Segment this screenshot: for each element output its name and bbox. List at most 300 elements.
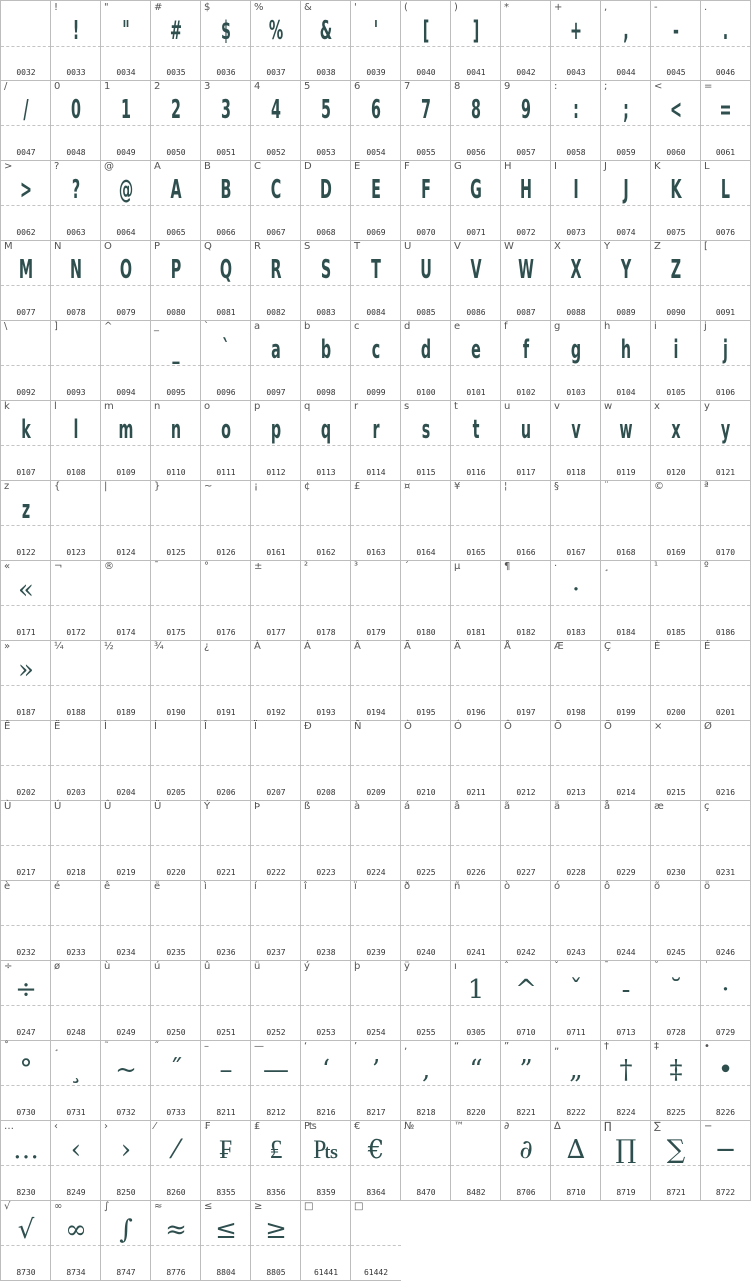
glyph-sample <box>601 890 651 930</box>
cell-character-label: ä <box>554 801 561 812</box>
cell-character-label: Þ <box>254 801 261 812</box>
char-code: 0107 <box>16 468 36 477</box>
glyph-cell <box>650 1120 701 1201</box>
cell-character-label: ¿ <box>204 641 210 652</box>
char-code: 0083 <box>316 308 336 317</box>
glyph-cell <box>600 560 651 641</box>
glyph-cell <box>0 640 51 721</box>
glyph-cell <box>200 560 251 641</box>
glyph-sample <box>201 730 251 770</box>
glyph-cell <box>600 240 651 321</box>
glyph-cell <box>550 80 601 161</box>
glyph-sample <box>151 730 201 770</box>
cell-character-label: L <box>704 161 710 172</box>
char-code: 0097 <box>266 388 286 397</box>
glyph-sample <box>62 330 90 370</box>
char-code: 0120 <box>666 468 686 477</box>
glyph-sample: M <box>18 255 34 285</box>
char-code: 0241 <box>466 948 486 957</box>
cell-character-label: ½ <box>104 641 114 652</box>
char-code: 0164 <box>416 548 436 557</box>
glyph-sample: a <box>271 335 281 365</box>
char-code: 0113 <box>316 468 336 477</box>
cell-character-label: ã <box>504 801 511 812</box>
glyph-sample <box>251 650 301 690</box>
cell-character-label: 5 <box>304 81 311 92</box>
char-code: 0077 <box>16 308 36 317</box>
glyph-sample <box>351 570 401 610</box>
glyph-cell <box>450 80 501 161</box>
char-code: 0082 <box>266 308 286 317</box>
glyph-cell <box>100 1120 151 1201</box>
glyph-sample <box>101 890 151 930</box>
glyph-cell <box>100 400 151 481</box>
glyph-cell <box>300 1120 351 1201</box>
glyph-sample <box>351 650 401 690</box>
cell-character-label: m <box>104 401 114 412</box>
glyph-cell <box>50 320 101 401</box>
glyph-cell <box>500 720 551 801</box>
glyph-sample <box>351 890 401 930</box>
char-code: 0060 <box>666 148 686 157</box>
char-code: 0225 <box>416 868 436 877</box>
char-code: 0221 <box>216 868 236 877</box>
glyph-sample: ≈ <box>165 1215 187 1245</box>
glyph-sample: ? <box>71 175 81 205</box>
char-code: 0168 <box>616 548 636 557</box>
cell-character-label: Á <box>304 641 311 652</box>
char-code: 0710 <box>516 1028 536 1037</box>
glyph-cell <box>400 480 451 561</box>
char-code: 0171 <box>16 628 36 637</box>
char-code: 0172 <box>66 628 86 637</box>
glyph-cell <box>50 800 101 881</box>
char-code: 0194 <box>366 708 386 717</box>
cell-character-label: • <box>704 1041 710 1052</box>
char-code: 8805 <box>266 1268 286 1277</box>
glyph-cell <box>400 880 451 961</box>
glyph-cell <box>50 640 101 721</box>
char-code: 8220 <box>466 1108 486 1117</box>
cell-character-label: ” <box>504 1041 510 1052</box>
glyph-sample <box>1 11 51 51</box>
glyph-cell <box>350 240 401 321</box>
glyph-cell <box>250 800 301 881</box>
cell-character-label: é <box>54 881 61 892</box>
cell-character-label: ( <box>404 2 408 13</box>
glyph-cell <box>300 80 351 161</box>
cell-character-label: ≥ <box>254 1201 263 1212</box>
char-code: 0234 <box>116 948 136 957</box>
char-code: 0222 <box>266 868 286 877</box>
glyph-cell <box>150 240 201 321</box>
glyph-cell <box>450 880 501 961</box>
glyph-sample: ' <box>373 16 379 46</box>
glyph-sample <box>301 730 351 770</box>
cell-character-label: Ä <box>454 641 461 652</box>
cell-character-label: } <box>154 481 161 492</box>
glyph-cell <box>450 560 501 641</box>
char-code: 0076 <box>715 228 736 237</box>
glyph-cell <box>150 720 201 801</box>
glyph-cell <box>500 160 551 241</box>
glyph-sample <box>401 490 451 530</box>
glyph-sample: 8 <box>471 95 481 125</box>
glyph-cell <box>400 240 451 321</box>
cell-character-label: Ë <box>54 721 61 732</box>
glyph-sample <box>501 890 551 930</box>
glyph-sample <box>651 730 701 770</box>
cell-character-label: ₣ <box>204 1121 211 1132</box>
glyph-sample: p <box>270 415 282 445</box>
glyph-sample: Q <box>219 255 233 285</box>
cell-character-label: v <box>554 401 560 412</box>
char-code: 0232 <box>16 948 36 957</box>
glyph-cell <box>300 640 351 721</box>
glyph-sample <box>351 730 401 770</box>
char-code: 0096 <box>216 388 236 397</box>
char-code: 0073 <box>566 228 586 237</box>
glyph-sample: v <box>571 415 581 445</box>
char-code: 0730 <box>16 1108 36 1117</box>
cell-character-label: † <box>604 1041 609 1052</box>
char-code: 0174 <box>116 628 136 637</box>
glyph-cell <box>700 320 751 401</box>
glyph-cell <box>500 880 551 961</box>
glyph-sample: J <box>623 175 629 205</box>
glyph-sample <box>451 890 501 930</box>
glyph-cell <box>50 1200 101 1281</box>
glyph-sample: o <box>221 415 231 445</box>
cell-character-label: Ô <box>504 721 512 732</box>
glyph-sample: ∞ <box>65 1215 87 1245</box>
glyph-cell <box>0 1200 51 1281</box>
glyph-cell <box>100 1200 151 1281</box>
char-code: 0071 <box>466 228 486 237</box>
cell-character-label: f <box>504 321 508 332</box>
char-code: 0255 <box>416 1028 436 1037</box>
glyph-sample: 3 <box>221 95 231 125</box>
glyph-cell <box>450 800 501 881</box>
cell-character-label: ¯ <box>154 561 159 572</box>
cell-character-label: È <box>654 641 661 652</box>
glyph-cell <box>400 800 451 881</box>
glyph-cell <box>700 400 751 481</box>
cell-character-label: à <box>354 801 361 812</box>
glyph-sample <box>451 650 501 690</box>
glyph-cell <box>250 400 301 481</box>
glyph-cell <box>200 1120 251 1201</box>
glyph-cell <box>350 960 401 1041</box>
glyph-cell <box>500 400 551 481</box>
char-code: 0180 <box>416 628 436 637</box>
cell-character-label: − <box>704 1121 713 1132</box>
glyph-cell <box>400 320 451 401</box>
char-code: 0233 <box>66 948 86 957</box>
char-code: 8364 <box>366 1188 386 1197</box>
glyph-cell <box>200 1200 251 1281</box>
cell-character-label: © <box>654 481 664 492</box>
glyph-sample: [ <box>422 16 430 46</box>
glyph-sample: “ <box>469 1055 483 1085</box>
char-code: 0059 <box>616 148 636 157</box>
char-code: 0104 <box>616 388 636 397</box>
cell-character-label: 0 <box>54 81 61 92</box>
glyph-cell <box>600 80 651 161</box>
glyph-cell <box>550 240 601 321</box>
char-code: 0186 <box>715 628 736 637</box>
glyph-sample: ₤ <box>269 1135 283 1165</box>
cell-character-label: X <box>554 241 561 252</box>
glyph-sample <box>1 890 51 930</box>
char-code: 0202 <box>16 788 36 797</box>
cell-character-label: ı <box>454 961 457 972</box>
glyph-cell <box>50 480 101 561</box>
glyph-sample <box>301 1210 351 1250</box>
glyph-sample <box>212 490 240 530</box>
glyph-cell <box>150 1120 201 1201</box>
glyph-cell <box>550 960 601 1041</box>
char-code: 0251 <box>216 1028 236 1037</box>
glyph-cell <box>300 0 351 81</box>
char-code: 8721 <box>666 1188 686 1197</box>
cell-character-label: ß <box>304 801 311 812</box>
glyph-cell <box>100 1040 151 1121</box>
cell-character-label: ! <box>54 2 59 13</box>
glyph-sample <box>601 570 651 610</box>
cell-character-label: ° <box>204 561 209 572</box>
glyph-sample <box>601 730 651 770</box>
char-code: 0182 <box>516 628 536 637</box>
cell-character-label: e <box>454 321 461 332</box>
glyph-cell <box>0 1120 51 1201</box>
char-code: 0161 <box>266 548 286 557</box>
cell-character-label: □ <box>354 1201 364 1212</box>
cell-character-label: @ <box>104 161 114 172</box>
char-code: 0100 <box>416 388 436 397</box>
glyph-sample: c <box>371 335 381 365</box>
glyph-sample: , <box>623 16 629 46</box>
glyph-sample <box>301 810 351 850</box>
char-code: 0237 <box>266 948 286 957</box>
cell-character-label: g <box>554 321 561 332</box>
char-code: 0713 <box>616 1028 636 1037</box>
cell-character-label: · <box>554 561 558 572</box>
cell-character-label: F <box>404 161 410 172</box>
cell-character-label: Â <box>354 641 361 652</box>
cell-character-label: – <box>204 1041 209 1052</box>
glyph-cell <box>400 640 451 721</box>
cell-character-label: " <box>104 2 109 13</box>
glyph-cell <box>600 400 651 481</box>
char-code: 0170 <box>715 548 736 557</box>
cell-character-label: Ç <box>604 641 611 652</box>
char-code: 0053 <box>316 148 336 157</box>
glyph-cell <box>550 560 601 641</box>
glyph-sample <box>601 490 651 530</box>
cell-character-label: î <box>304 881 307 892</box>
glyph-cell <box>650 960 701 1041</box>
glyph-cell <box>300 240 351 321</box>
char-code: 0084 <box>366 308 386 317</box>
glyph-sample: i <box>673 335 679 365</box>
char-code: 0242 <box>516 948 536 957</box>
glyph-sample: ° <box>19 1055 33 1085</box>
glyph-cell <box>700 240 751 321</box>
cell-character-label: E <box>354 161 361 172</box>
glyph-sample: _ <box>172 335 180 365</box>
char-code: 0043 <box>566 68 586 77</box>
cell-character-label: j <box>704 321 707 332</box>
glyph-cell <box>100 480 151 561</box>
cell-character-label: a <box>254 321 261 332</box>
glyph-sample: ” <box>519 1055 533 1085</box>
cell-character-label: § <box>554 481 559 492</box>
glyph-sample: 6 <box>371 95 381 125</box>
char-code: 0086 <box>466 308 486 317</box>
glyph-cell <box>250 240 301 321</box>
cell-character-label: A <box>154 161 161 172</box>
cell-character-label: … <box>4 1121 14 1132</box>
glyph-cell <box>250 1120 301 1201</box>
char-code: 0176 <box>216 628 236 637</box>
glyph-cell <box>500 960 551 1041</box>
glyph-sample <box>712 250 739 290</box>
glyph-sample <box>1 730 51 770</box>
cell-character-label: × <box>654 721 663 732</box>
cell-character-label: õ <box>654 881 661 892</box>
glyph-sample: S <box>320 255 332 285</box>
char-code: 0075 <box>666 228 686 237</box>
cell-character-label: Î <box>204 721 207 732</box>
glyph-sample: : <box>573 95 579 125</box>
cell-character-label: J <box>604 161 607 172</box>
glyph-cell <box>50 0 101 81</box>
cell-character-label: Û <box>104 801 112 812</box>
char-code: 8216 <box>316 1108 336 1117</box>
cell-character-label: ∏ <box>604 1121 612 1132</box>
glyph-sample: ‘ <box>321 1055 331 1085</box>
glyph-cell <box>0 80 51 161</box>
glyph-sample <box>651 650 701 690</box>
glyph-sample: • <box>717 1055 734 1085</box>
glyph-sample <box>51 970 101 1010</box>
char-code: 0231 <box>715 868 736 877</box>
cell-character-label: ¬ <box>54 561 63 572</box>
glyph-sample: … <box>13 1135 39 1165</box>
char-code: 0240 <box>416 948 436 957</box>
glyph-cell <box>700 480 751 561</box>
glyph-sample <box>62 490 90 530</box>
glyph-cell <box>350 880 401 961</box>
cell-character-label: √ <box>4 1201 11 1212</box>
char-code: 8710 <box>566 1188 586 1197</box>
glyph-cell <box>550 720 601 801</box>
cell-character-label: » <box>4 641 11 652</box>
glyph-sample: · <box>721 975 730 1005</box>
char-code: 8719 <box>616 1188 636 1197</box>
char-code: 0063 <box>66 228 86 237</box>
glyph-sample <box>112 330 140 370</box>
glyph-sample: l <box>73 415 79 445</box>
glyph-cell <box>100 320 151 401</box>
char-code: 0243 <box>566 948 586 957</box>
cell-character-label: ∆ <box>554 1121 561 1132</box>
char-code: 0089 <box>616 308 636 317</box>
glyph-cell <box>650 80 701 161</box>
glyph-sample: 9 <box>521 95 531 125</box>
cell-character-label: µ <box>454 561 461 572</box>
cell-character-label: “ <box>454 1041 460 1052</box>
glyph-cell <box>500 800 551 881</box>
char-code: 0051 <box>216 148 236 157</box>
glyph-cell <box>650 240 701 321</box>
glyph-sample: Y <box>620 255 632 285</box>
glyph-sample: ÷ <box>15 975 37 1005</box>
char-code: 0187 <box>16 708 36 717</box>
glyph-cell <box>200 880 251 961</box>
cell-character-label: 2 <box>154 81 161 92</box>
char-code: 0070 <box>416 228 436 237</box>
glyph-cell <box>150 880 201 961</box>
char-code: 0238 <box>316 948 336 957</box>
char-code: 0181 <box>466 628 486 637</box>
cell-character-label: ~ <box>204 481 213 492</box>
glyph-sample: q <box>320 415 332 445</box>
cell-character-label: № <box>404 1121 415 1132</box>
char-code: 8222 <box>566 1108 586 1117</box>
glyph-cell <box>0 480 51 561</box>
char-code: 0223 <box>316 868 336 877</box>
glyph-sample <box>251 730 301 770</box>
glyph-cell <box>200 720 251 801</box>
char-code: 0184 <box>616 628 636 637</box>
char-code: 0061 <box>715 148 736 157</box>
glyph-cell <box>350 640 401 721</box>
cell-character-label: H <box>504 161 512 172</box>
cell-character-label: ù <box>104 961 111 972</box>
cell-character-label: U <box>404 241 412 252</box>
char-code: 0079 <box>116 308 136 317</box>
glyph-sample <box>501 490 551 530</box>
glyph-sample: k <box>21 415 31 445</box>
char-code: 0046 <box>715 68 736 77</box>
char-code: 0193 <box>316 708 336 717</box>
glyph-cell <box>450 480 501 561</box>
glyph-cell <box>100 880 151 961</box>
char-code: 0088 <box>566 308 586 317</box>
cell-character-label: T <box>354 241 361 252</box>
glyph-sample <box>512 11 540 51</box>
glyph-sample: ‡ <box>669 1055 683 1085</box>
glyph-cell <box>50 720 101 801</box>
cell-character-label: ¥ <box>454 481 461 492</box>
glyph-cell <box>400 160 451 241</box>
cell-character-label: ? <box>54 161 60 172</box>
glyph-sample: « <box>18 575 34 605</box>
glyph-cell <box>250 80 301 161</box>
glyph-sample <box>551 730 601 770</box>
cell-character-label: Ü <box>154 801 162 812</box>
cell-character-label: ¸ <box>604 561 609 572</box>
char-code: 0117 <box>516 468 536 477</box>
cell-character-label: ð <box>404 881 411 892</box>
cell-character-label: % <box>254 2 264 13</box>
glyph-sample: W <box>518 255 534 285</box>
glyph-sample: G <box>470 175 482 205</box>
glyph-cell <box>650 560 701 641</box>
glyph-sample: = <box>719 95 732 125</box>
